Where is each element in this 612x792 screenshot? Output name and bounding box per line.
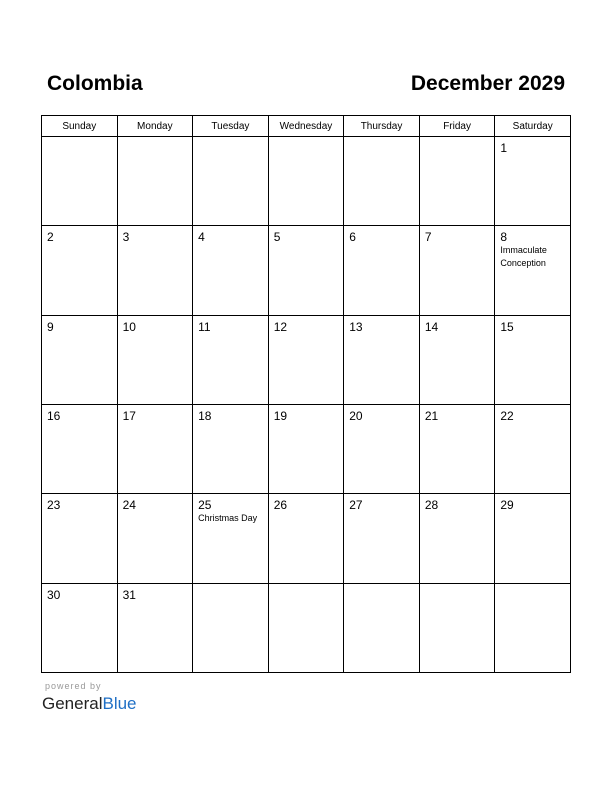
- day-number: 22: [500, 408, 514, 423]
- country-title: Colombia: [47, 72, 143, 95]
- brand-blue-text: Blue: [102, 694, 137, 713]
- calendar-week-row: [42, 404, 571, 493]
- calendar-day-cell: [193, 404, 269, 493]
- calendar-empty-cell: [193, 583, 269, 672]
- day-number: 30: [47, 587, 61, 602]
- calendar-empty-cell: [268, 137, 344, 226]
- calendar-empty-cell: [344, 583, 420, 672]
- calendar-empty-cell: [268, 583, 344, 672]
- weekday-header: Thursday: [344, 116, 420, 137]
- day-number: 2: [47, 230, 54, 245]
- day-number: 25: [198, 498, 212, 513]
- calendar-week-row: [42, 583, 571, 672]
- calendar-day-cell: [419, 226, 495, 315]
- day-number: 24: [122, 498, 136, 513]
- day-number: 10: [122, 319, 136, 334]
- calendar-empty-cell: [419, 583, 495, 672]
- day-number: 12: [273, 319, 288, 334]
- footer: [42, 680, 137, 714]
- calendar-day-cell: [42, 226, 118, 315]
- calendar-day-cell: [117, 494, 193, 583]
- day-number: 7: [424, 230, 432, 245]
- calendar-body: [42, 137, 571, 673]
- calendar-day-cell: [117, 404, 193, 493]
- month-year-title: December 2029: [410, 72, 565, 95]
- calendar-day-cell: [495, 137, 571, 226]
- calendar-week-row: [42, 226, 571, 315]
- calendar-day-cell: [495, 226, 571, 315]
- day-number: 14: [424, 319, 439, 334]
- holiday-label: Immaculate Conception: [500, 245, 547, 269]
- day-number: 19: [273, 408, 288, 423]
- calendar-day-cell: [495, 404, 571, 493]
- calendar-empty-cell: [344, 137, 420, 226]
- day-number: 1: [500, 141, 508, 155]
- day-number: 3: [122, 230, 130, 245]
- calendar-day-cell: [42, 583, 118, 672]
- day-number: 9: [47, 319, 54, 334]
- calendar-day-cell: [344, 404, 420, 493]
- calendar-day-cell: [193, 226, 269, 315]
- day-number: 27: [349, 498, 363, 513]
- calendar-day-cell: [419, 494, 495, 583]
- calendar-day-cell: [42, 494, 118, 583]
- calendar-empty-cell: [419, 137, 495, 226]
- holiday-label: Christmas Day: [198, 513, 258, 524]
- day-number: 4: [198, 230, 205, 245]
- calendar-day-cell: [268, 404, 344, 493]
- calendar-day-cell: [268, 226, 344, 315]
- day-number: 18: [198, 408, 212, 423]
- weekday-header: Friday: [419, 116, 495, 137]
- weekday-header: Wednesday: [268, 116, 344, 137]
- day-number: 13: [349, 319, 363, 334]
- calendar-day-cell: [344, 494, 420, 583]
- calendar-day-cell: [344, 226, 420, 315]
- calendar-day-cell: [495, 494, 571, 583]
- calendar-day-cell: [193, 494, 269, 583]
- calendar-day-cell: [42, 404, 118, 493]
- calendar-day-cell: [344, 315, 420, 404]
- powered-by-text: powered by: [45, 681, 102, 691]
- calendar-empty-cell: [117, 137, 193, 226]
- day-number: 6: [349, 230, 356, 245]
- calendar-week-row: [42, 315, 571, 404]
- weekday-header: Sunday: [42, 116, 118, 137]
- day-number: 17: [122, 408, 136, 423]
- calendar-week-row: [42, 494, 571, 583]
- calendar-empty-cell: [495, 583, 571, 672]
- weekday-header: Monday: [117, 116, 193, 137]
- day-number: 11: [198, 319, 211, 334]
- day-number: 15: [500, 319, 514, 334]
- day-number: 16: [47, 408, 61, 423]
- calendar-week-row: [42, 137, 571, 226]
- calendar-day-cell: [419, 404, 495, 493]
- day-number: 28: [424, 498, 439, 513]
- weekday-header: Tuesday: [193, 116, 269, 137]
- calendar-grid: [41, 115, 571, 673]
- day-number: 5: [273, 230, 281, 245]
- calendar-day-cell: [268, 315, 344, 404]
- calendar-day-cell: [419, 315, 495, 404]
- calendar-day-cell: [193, 315, 269, 404]
- calendar-day-cell: [268, 494, 344, 583]
- calendar-day-cell: [117, 226, 193, 315]
- brand-logo[interactable]: [42, 694, 137, 714]
- calendar-day-cell: [117, 315, 193, 404]
- day-number: 8: [500, 230, 508, 245]
- calendar-day-cell: [495, 315, 571, 404]
- calendar-day-cell: [42, 315, 118, 404]
- calendar-empty-cell: [193, 137, 269, 226]
- day-number: 31: [122, 587, 136, 602]
- weekday-header-row: [42, 116, 571, 137]
- calendar-day-cell: [117, 583, 193, 672]
- day-number: 20: [349, 408, 363, 423]
- day-number: 26: [273, 498, 288, 513]
- day-number: 21: [424, 408, 439, 423]
- calendar-empty-cell: [42, 137, 118, 226]
- day-number: 29: [500, 498, 514, 513]
- brand-general-text: General: [42, 694, 103, 713]
- weekday-header: Saturday: [495, 116, 571, 137]
- day-number: 23: [47, 498, 61, 513]
